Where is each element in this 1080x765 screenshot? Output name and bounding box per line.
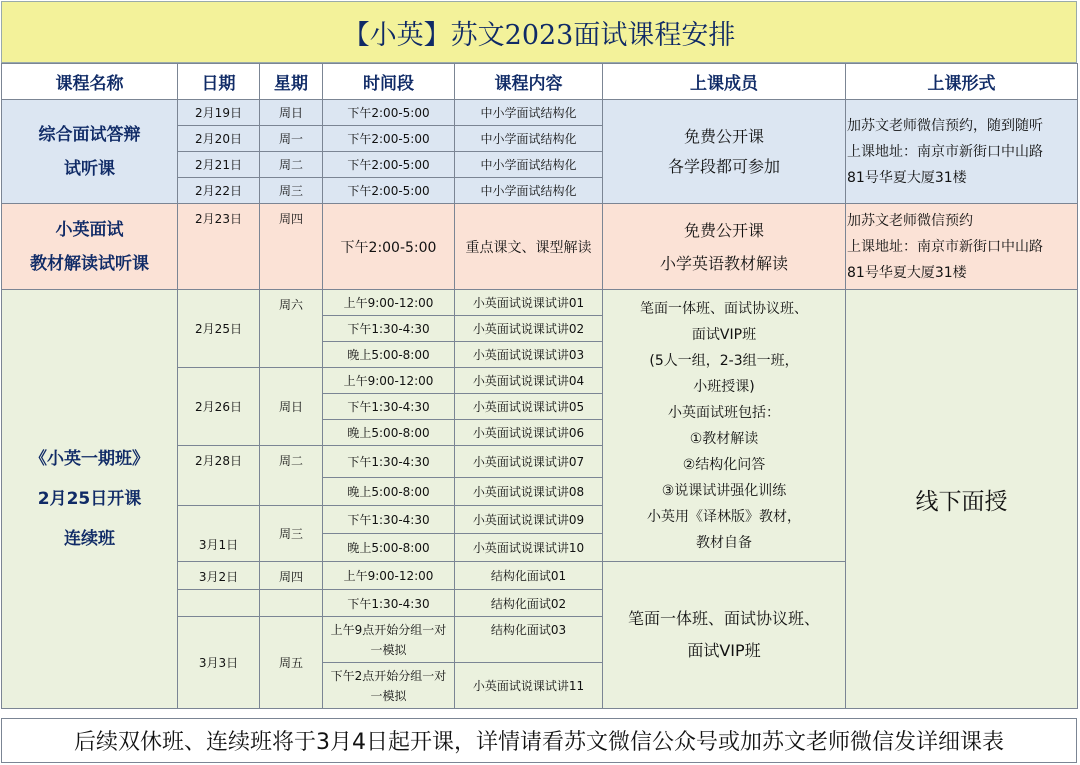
date-cell: 2月25日 xyxy=(178,290,260,368)
time-cell: 下午2:00-5:00 xyxy=(323,204,455,290)
time-cell: 下午2点开始分组一对 一模拟 xyxy=(323,663,455,709)
content-cell: 小英面试说课试讲05 xyxy=(455,394,603,420)
time-cell: 下午1:30-4:30 xyxy=(323,446,455,478)
weekday-cell: 周二 xyxy=(260,446,323,506)
content-cell: 小英面试说课试讲08 xyxy=(455,478,603,506)
content-cell: 中小学面试结构化 xyxy=(455,126,603,152)
content-cell: 小英面试说课试讲04 xyxy=(455,368,603,394)
header-members: 上课成员 xyxy=(603,64,846,100)
date-cell: 2月20日 xyxy=(178,126,260,152)
header-content: 课程内容 xyxy=(455,64,603,100)
header-date: 日期 xyxy=(178,64,260,100)
date-cell: 3月2日 xyxy=(178,562,260,590)
course-name-cell: 综合面试答辩 试听课 xyxy=(2,100,178,204)
header-time: 时间段 xyxy=(323,64,455,100)
page-title: 【小英】苏文2023面试课程安排 xyxy=(1,1,1077,63)
header-row xyxy=(2,64,1078,100)
content-cell: 中小学面试结构化 xyxy=(455,178,603,204)
time-cell: 下午2:00-5:00 xyxy=(323,100,455,126)
time-cell: 下午1:30-4:30 xyxy=(323,316,455,342)
weekday-cell: 周一 xyxy=(260,126,323,152)
time-cell: 下午2:00-5:00 xyxy=(323,152,455,178)
time-cell: 上午9:00-12:00 xyxy=(323,368,455,394)
form-cell: 加苏文老师微信预约，随到随听 上课地址：南京市新街口中山路 81号华夏大厦31楼 xyxy=(846,100,1078,204)
course-name-cell: 小英面试 教材解读试听课 xyxy=(2,204,178,290)
date-cell: 3月3日 xyxy=(178,617,260,709)
content-cell: 小英面试说课试讲01 xyxy=(455,290,603,316)
weekday-cell: 周六 xyxy=(260,290,323,368)
weekday-cell: 周二 xyxy=(260,152,323,178)
time-cell: 晚上5:00-8:00 xyxy=(323,420,455,446)
time-cell: 下午2:00-5:00 xyxy=(323,178,455,204)
content-cell: 结构化面试03 xyxy=(455,617,603,663)
members-cell: 笔面一体班、面试协议班、 面试VIP班 xyxy=(603,562,846,709)
course-name-cell: 《小英一期班》 2月25日开课 连续班 xyxy=(2,290,178,709)
weekday-cell: 周五 xyxy=(260,617,323,709)
date-cell: 2月21日 xyxy=(178,152,260,178)
time-cell: 晚上5:00-8:00 xyxy=(323,478,455,506)
date-cell: 2月23日 xyxy=(178,204,260,290)
content-cell: 结构化面试02 xyxy=(455,590,603,617)
form-cell: 加苏文老师微信预约 上课地址：南京市新街口中山路 81号华夏大厦31楼 xyxy=(846,204,1078,290)
content-cell: 小英面试说课试讲06 xyxy=(455,420,603,446)
form-cell: 线下面授 xyxy=(846,290,1078,709)
date-cell: 2月28日 xyxy=(178,446,260,506)
schedule-table xyxy=(1,63,1078,709)
date-cell: 2月22日 xyxy=(178,178,260,204)
content-cell: 重点课文、课型解读 xyxy=(455,204,603,290)
time-cell: 下午1:30-4:30 xyxy=(323,394,455,420)
table-row xyxy=(2,100,1078,126)
time-cell: 下午1:30-4:30 xyxy=(323,506,455,534)
time-cell: 下午2:00-5:00 xyxy=(323,126,455,152)
table-row xyxy=(2,290,1078,316)
date-cell: 2月26日 xyxy=(178,368,260,446)
table-row xyxy=(2,204,1078,290)
content-cell: 小英面试说课试讲10 xyxy=(455,534,603,562)
date-cell: 3月1日 xyxy=(178,506,260,562)
content-cell: 中小学面试结构化 xyxy=(455,152,603,178)
content-cell: 小英面试说课试讲07 xyxy=(455,446,603,478)
header-form: 上课形式 xyxy=(846,64,1078,100)
time-cell: 晚上5:00-8:00 xyxy=(323,342,455,368)
members-cell: 免费公开课 各学段都可参加 xyxy=(603,100,846,204)
header-course-name: 课程名称 xyxy=(2,64,178,100)
time-cell: 上午9:00-12:00 xyxy=(323,562,455,590)
weekday-cell xyxy=(260,590,323,617)
content-cell: 小英面试说课试讲09 xyxy=(455,506,603,534)
weekday-cell: 周日 xyxy=(260,368,323,446)
content-cell: 小英面试说课试讲11 xyxy=(455,663,603,709)
footer-note: 后续双休班、连续班将于3月4日起开课，详情请看苏文微信公众号或加苏文老师微信发详细课表 xyxy=(1,718,1077,763)
weekday-cell: 周四 xyxy=(260,204,323,290)
date-cell xyxy=(178,590,260,617)
content-cell: 小英面试说课试讲03 xyxy=(455,342,603,368)
weekday-cell: 周三 xyxy=(260,506,323,562)
content-cell: 小英面试说课试讲02 xyxy=(455,316,603,342)
members-cell: 免费公开课 小学英语教材解读 xyxy=(603,204,846,290)
time-cell: 上午9:00-12:00 xyxy=(323,290,455,316)
time-cell: 晚上5:00-8:00 xyxy=(323,534,455,562)
date-cell: 2月19日 xyxy=(178,100,260,126)
weekday-cell: 周日 xyxy=(260,100,323,126)
weekday-cell: 周四 xyxy=(260,562,323,590)
time-cell: 上午9点开始分组一对 一模拟 xyxy=(323,617,455,663)
weekday-cell: 周三 xyxy=(260,178,323,204)
members-cell: 笔面一体班、面试协议班、 面试VIP班 (5人一组，2-3组一班， 小班授课) 小英面试班包括： ①教材解读 ②结构化问答 ③说课试讲强化训练 小英用《译林版》教材， 教材自备 xyxy=(603,290,846,562)
content-cell: 结构化面试01 xyxy=(455,562,603,590)
content-cell: 中小学面试结构化 xyxy=(455,100,603,126)
header-weekday: 星期 xyxy=(260,64,323,100)
time-cell: 下午1:30-4:30 xyxy=(323,590,455,617)
